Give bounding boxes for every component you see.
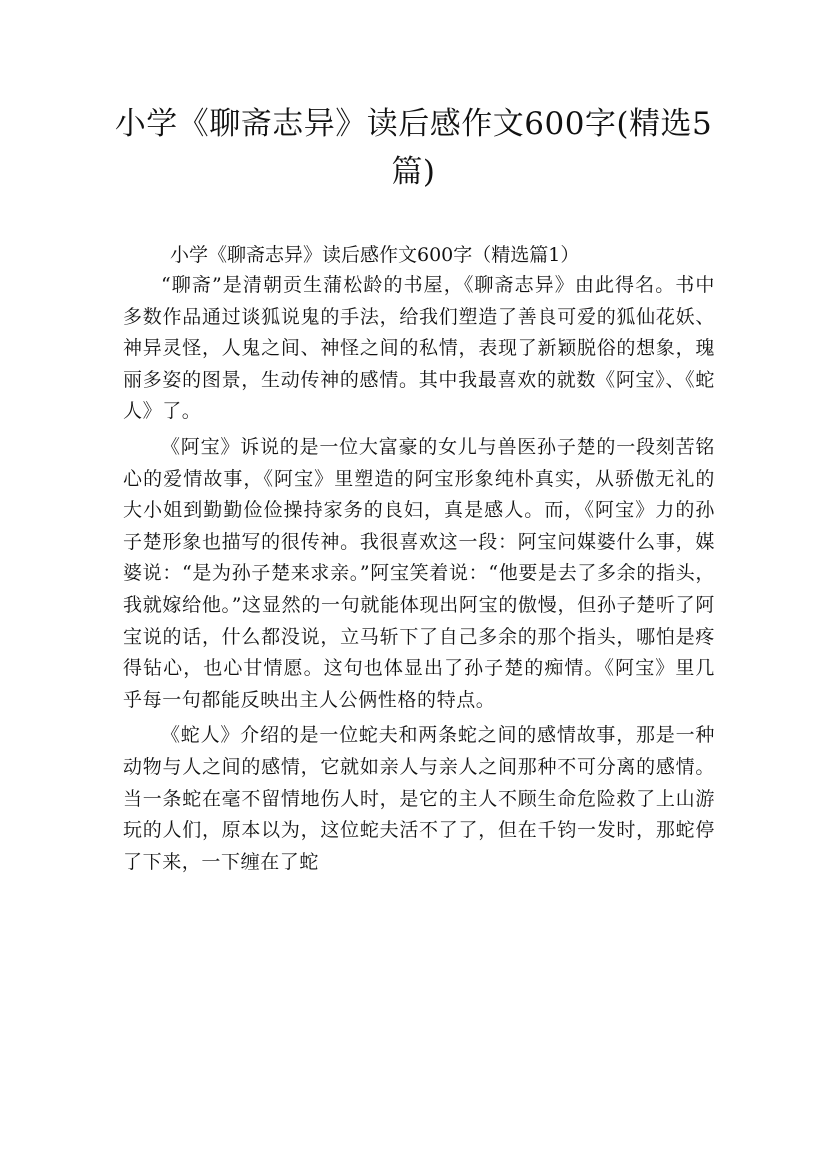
document-body [123, 240, 715, 878]
paragraph-abao: 《阿宝》诉说的是一位大富豪的女儿与兽医孙子楚的一段刻苦铭心的爱情故事，《阿宝》里塑造的阿宝形象纯朴真实，从骄傲无礼的大小姐到勤勤俭俭操持家务的良妇，真是感人。而，《阿宝》力的孙子楚形象也描写的很传神。我很喜欢这一段：阿宝问媒婆什么事，媒婆说：“是为孙子楚来求亲。”阿宝笑着说：“他要是去了多余的指头，我就嫁给他。”这显然的一句就能体现出阿宝的傲慢，但孙子楚听了阿宝说的话，什么都没说，立马斩下了自己多余的那个指头，哪怕是疼得钻心，也心甘情愿。这句也体显出了孙子楚的痴情。《阿宝》里几乎每一句都能反映出主人公俩性格的特点。 [123, 435, 715, 711]
section-heading: 小学《聊斋志异》读后感作文600字（精选篇1） [170, 244, 580, 266]
paragraph-sheren: 《蛇人》介绍的是一位蛇夫和两条蛇之间的感情故事，那是一种动物与人之间的感情，它就如亲人与亲人之间那种不可分离的感情。当一条蛇在毫不留情地伤人时，是它的主人不顾生命危险救了上山游玩的人们，原本以为，这位蛇夫活不了了，但在千钧一发时，那蛇停了下来，一下缠在了蛇 [123, 724, 715, 873]
paragraph-intro: “聊斋”是清朝贡生蒲松龄的书屋，《聊斋志异》由此得名。书中多数作品通过谈狐说鬼的手法，给我们塑造了善良可爱的狐仙花妖、神异灵怪，人鬼之间、神怪之间的私情，表现了新颖脱俗的想象，瑰丽多姿的图景，生动传神的感情。其中我最喜欢的就数《阿宝》、《蛇人》了。 [123, 274, 715, 423]
document-title: 小学《聊斋志异》读后感作文600字(精选5篇) [114, 106, 713, 190]
